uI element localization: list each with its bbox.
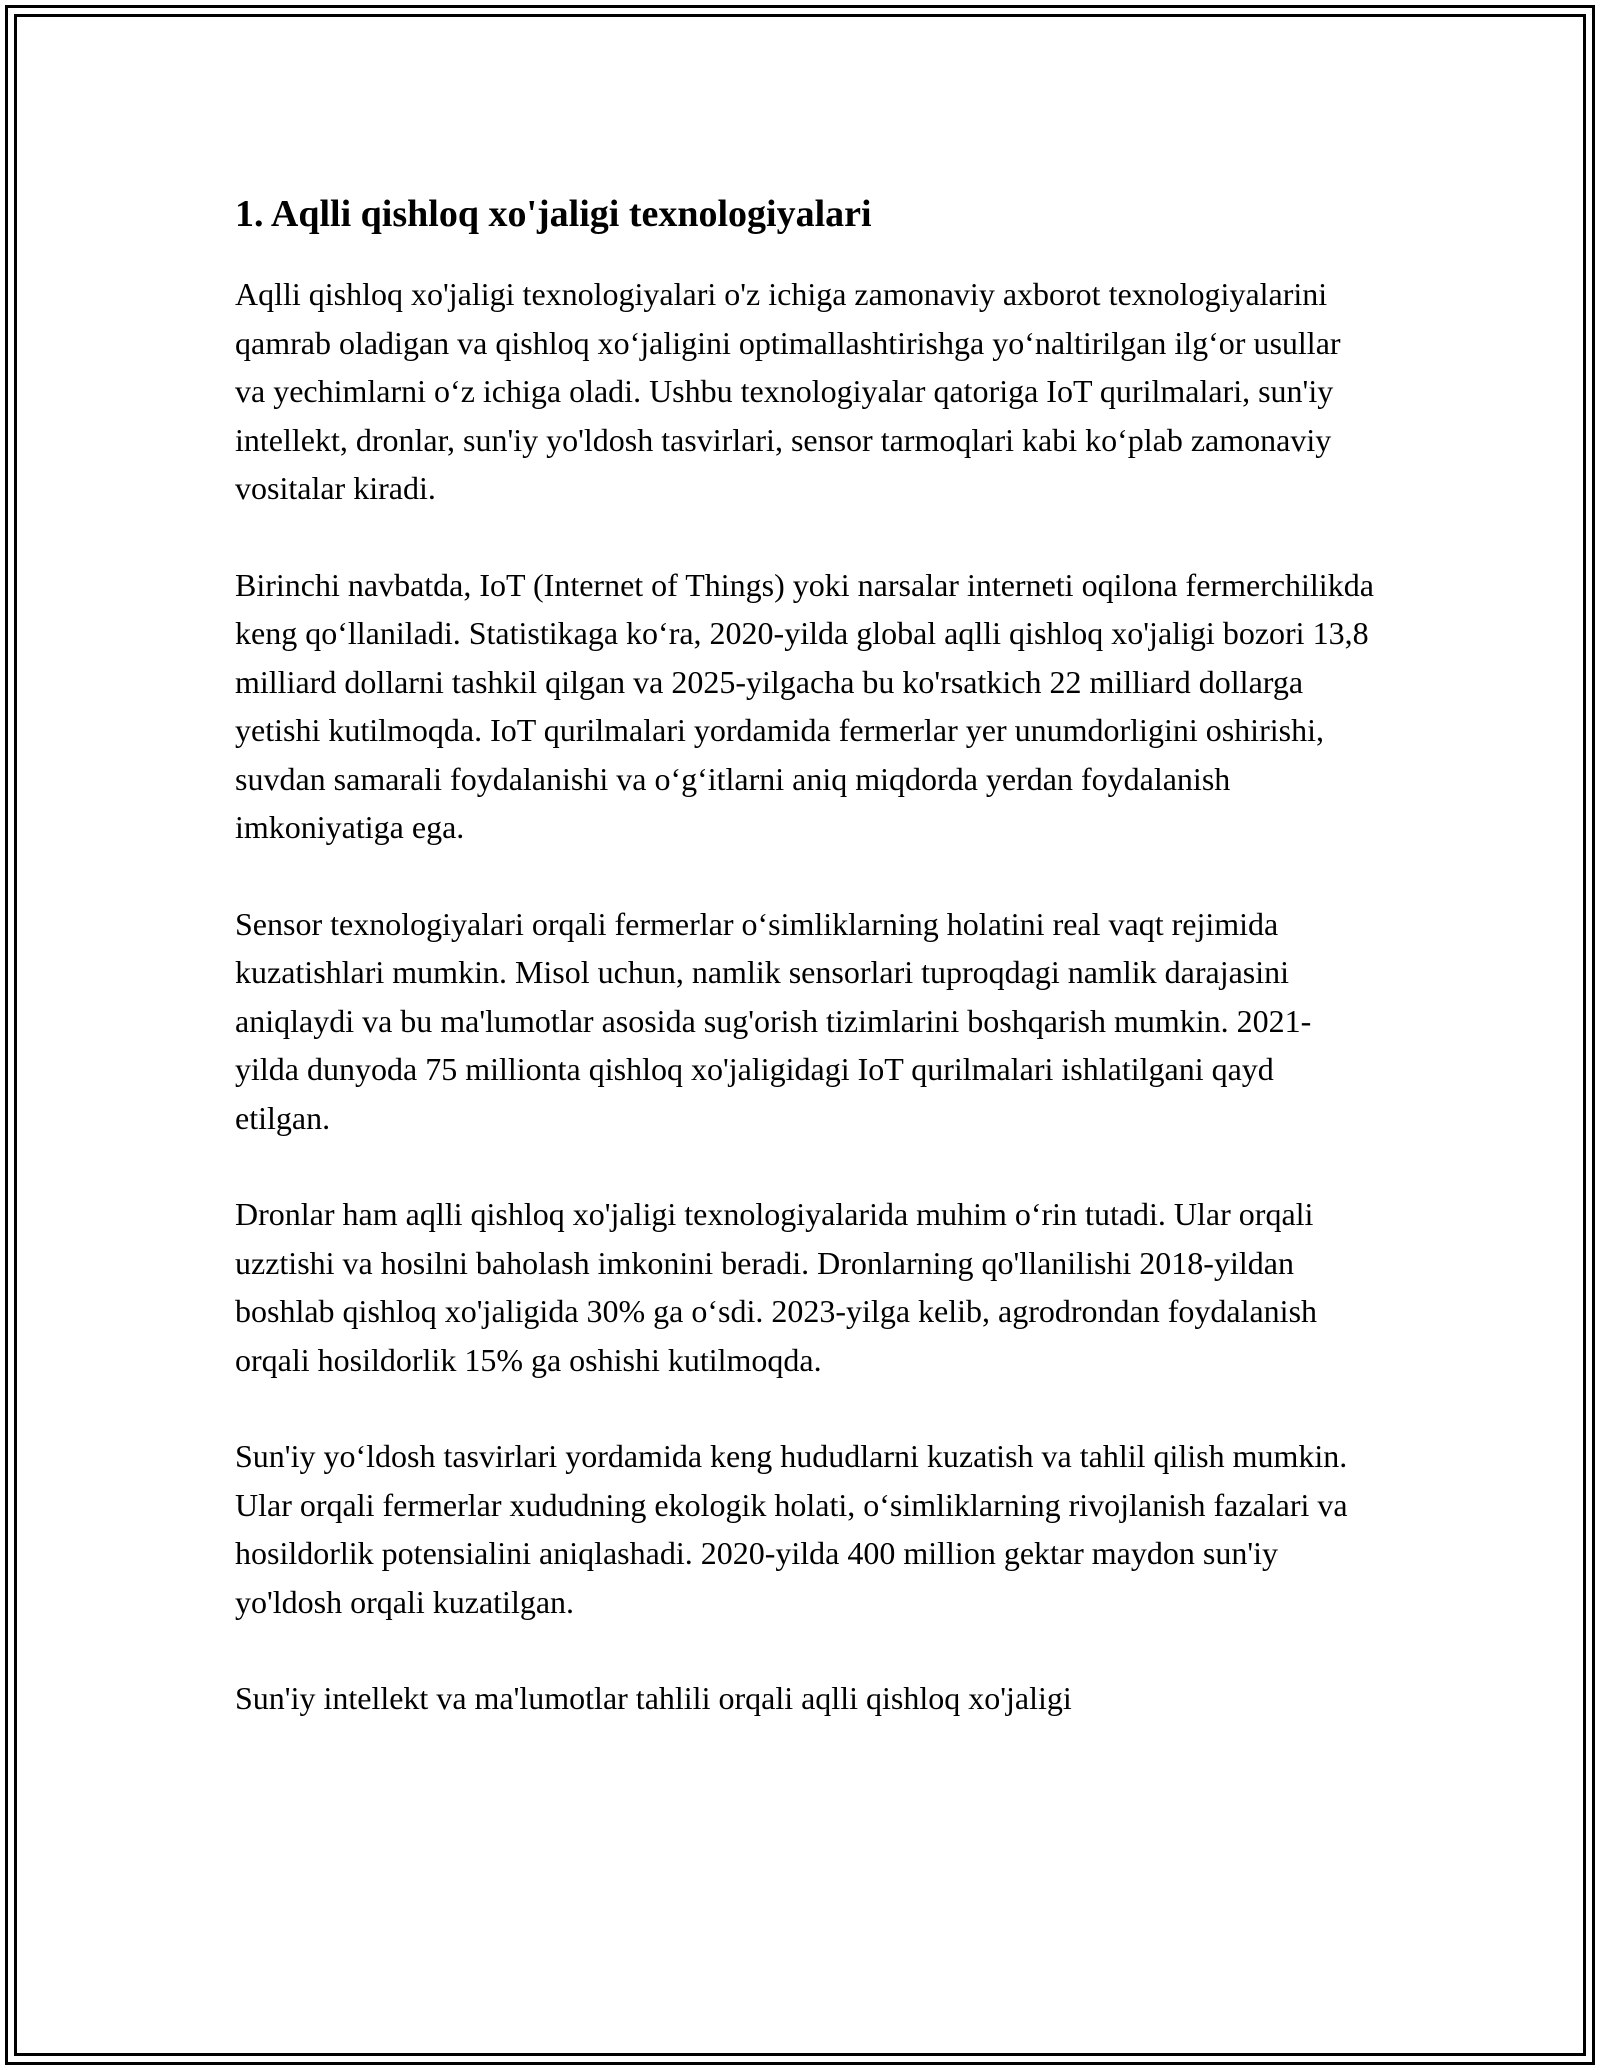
paragraph-intro: Aqlli qishloq xo'jaligi texnologiyalari o'z ichiga zamonaviy axborot texnologiyalarini qamrab oladigan va qishloq xo‘jaligini optimallashtirishga yo‘naltirilgan ilg‘or usullar va yechimlarni o‘z ichiga oladi. Ushbu texnologiyalar qatoriga IoT qurilmalari, sun'iy intellekt, dronlar, sun'iy yo'ldosh tasvirlari, sensor tarmoqlari kabi ko‘plab zamonaviy vositalar kiradi. [235,276,1341,506]
paragraph-satellite: Sun'iy yo‘ldosh tasvirlari yordamida keng hududlarni kuzatish va tahlil qilish mumkin. Ular orqali fermerlar xududning ekologik holati, o‘simliklarning rivojlanish fazalari va hosildorlik potensialini aniqlashadi. 2020-yilda 400 million gektar maydon sun'iy yo'ldosh orqali kuzatilgan. [235,1438,1348,1620]
paragraph-iot: Birinchi navbatda, IoT (Internet of Things) yoki narsalar interneti oqilona fermerchilikda keng qo‘llaniladi. Statistikaga ko‘ra, 2020-yilda global aqlli qishloq xo'jaligi bozori 13,8 milliard dollarni tashkil qilgan va 2025-yilgacha bu ko'rsatkich 22 milliard dollarga yetishi kutilmoqda. IoT qurilmalari yordamida fermerlar yer unumdorligini oshirishi, suvdan samarali foydalanishi va o‘g‘itlarni aniq miqdorda yerdan foydalanish imkoniyatiga ega. [235,566,1374,845]
paragraph-drones: Dronlar ham aqlli qishloq xo'jaligi texnologiyalarida muhim o‘rin tutadi. Ular orqali uzztishi va hosilni baholash imkonini beradi. Dronlarning qo'llanilishi 2018-yildan boshlab qishloq xo'jaligida 30% ga o‘sdi. 2023-yilga kelib, agrodrondan foydalanish orqali hosildorlik 15% ga oshishi kutilmoqda. [235,1196,1318,1378]
paragraph-ai: Sun'iy intellekt va ma'lumotlar tahlili orqali aqlli qishloq xo'jaligi [235,1680,1072,1716]
document-body [235,186,1375,1771]
section-heading: 1. Aqlli qishloq xo'jaligi texnologiyalari [235,193,872,235]
paragraph-sensors: Sensor texnologiyalari orqali fermerlar o‘simliklarning holatini real vaqt rejimida kuzatishlari mumkin. Misol uchun, namlik sensorlari tuproqdagi namlik darajasini aniqlaydi va bu ma'lumotlar asosida sug'orish tizimlarini boshqarish mumkin. 2021-yilda dunyoda 75 millionta qishloq xo'jaligidagi IoT qurilmalari ishlatilgani qayd etilgan. [235,905,1312,1136]
